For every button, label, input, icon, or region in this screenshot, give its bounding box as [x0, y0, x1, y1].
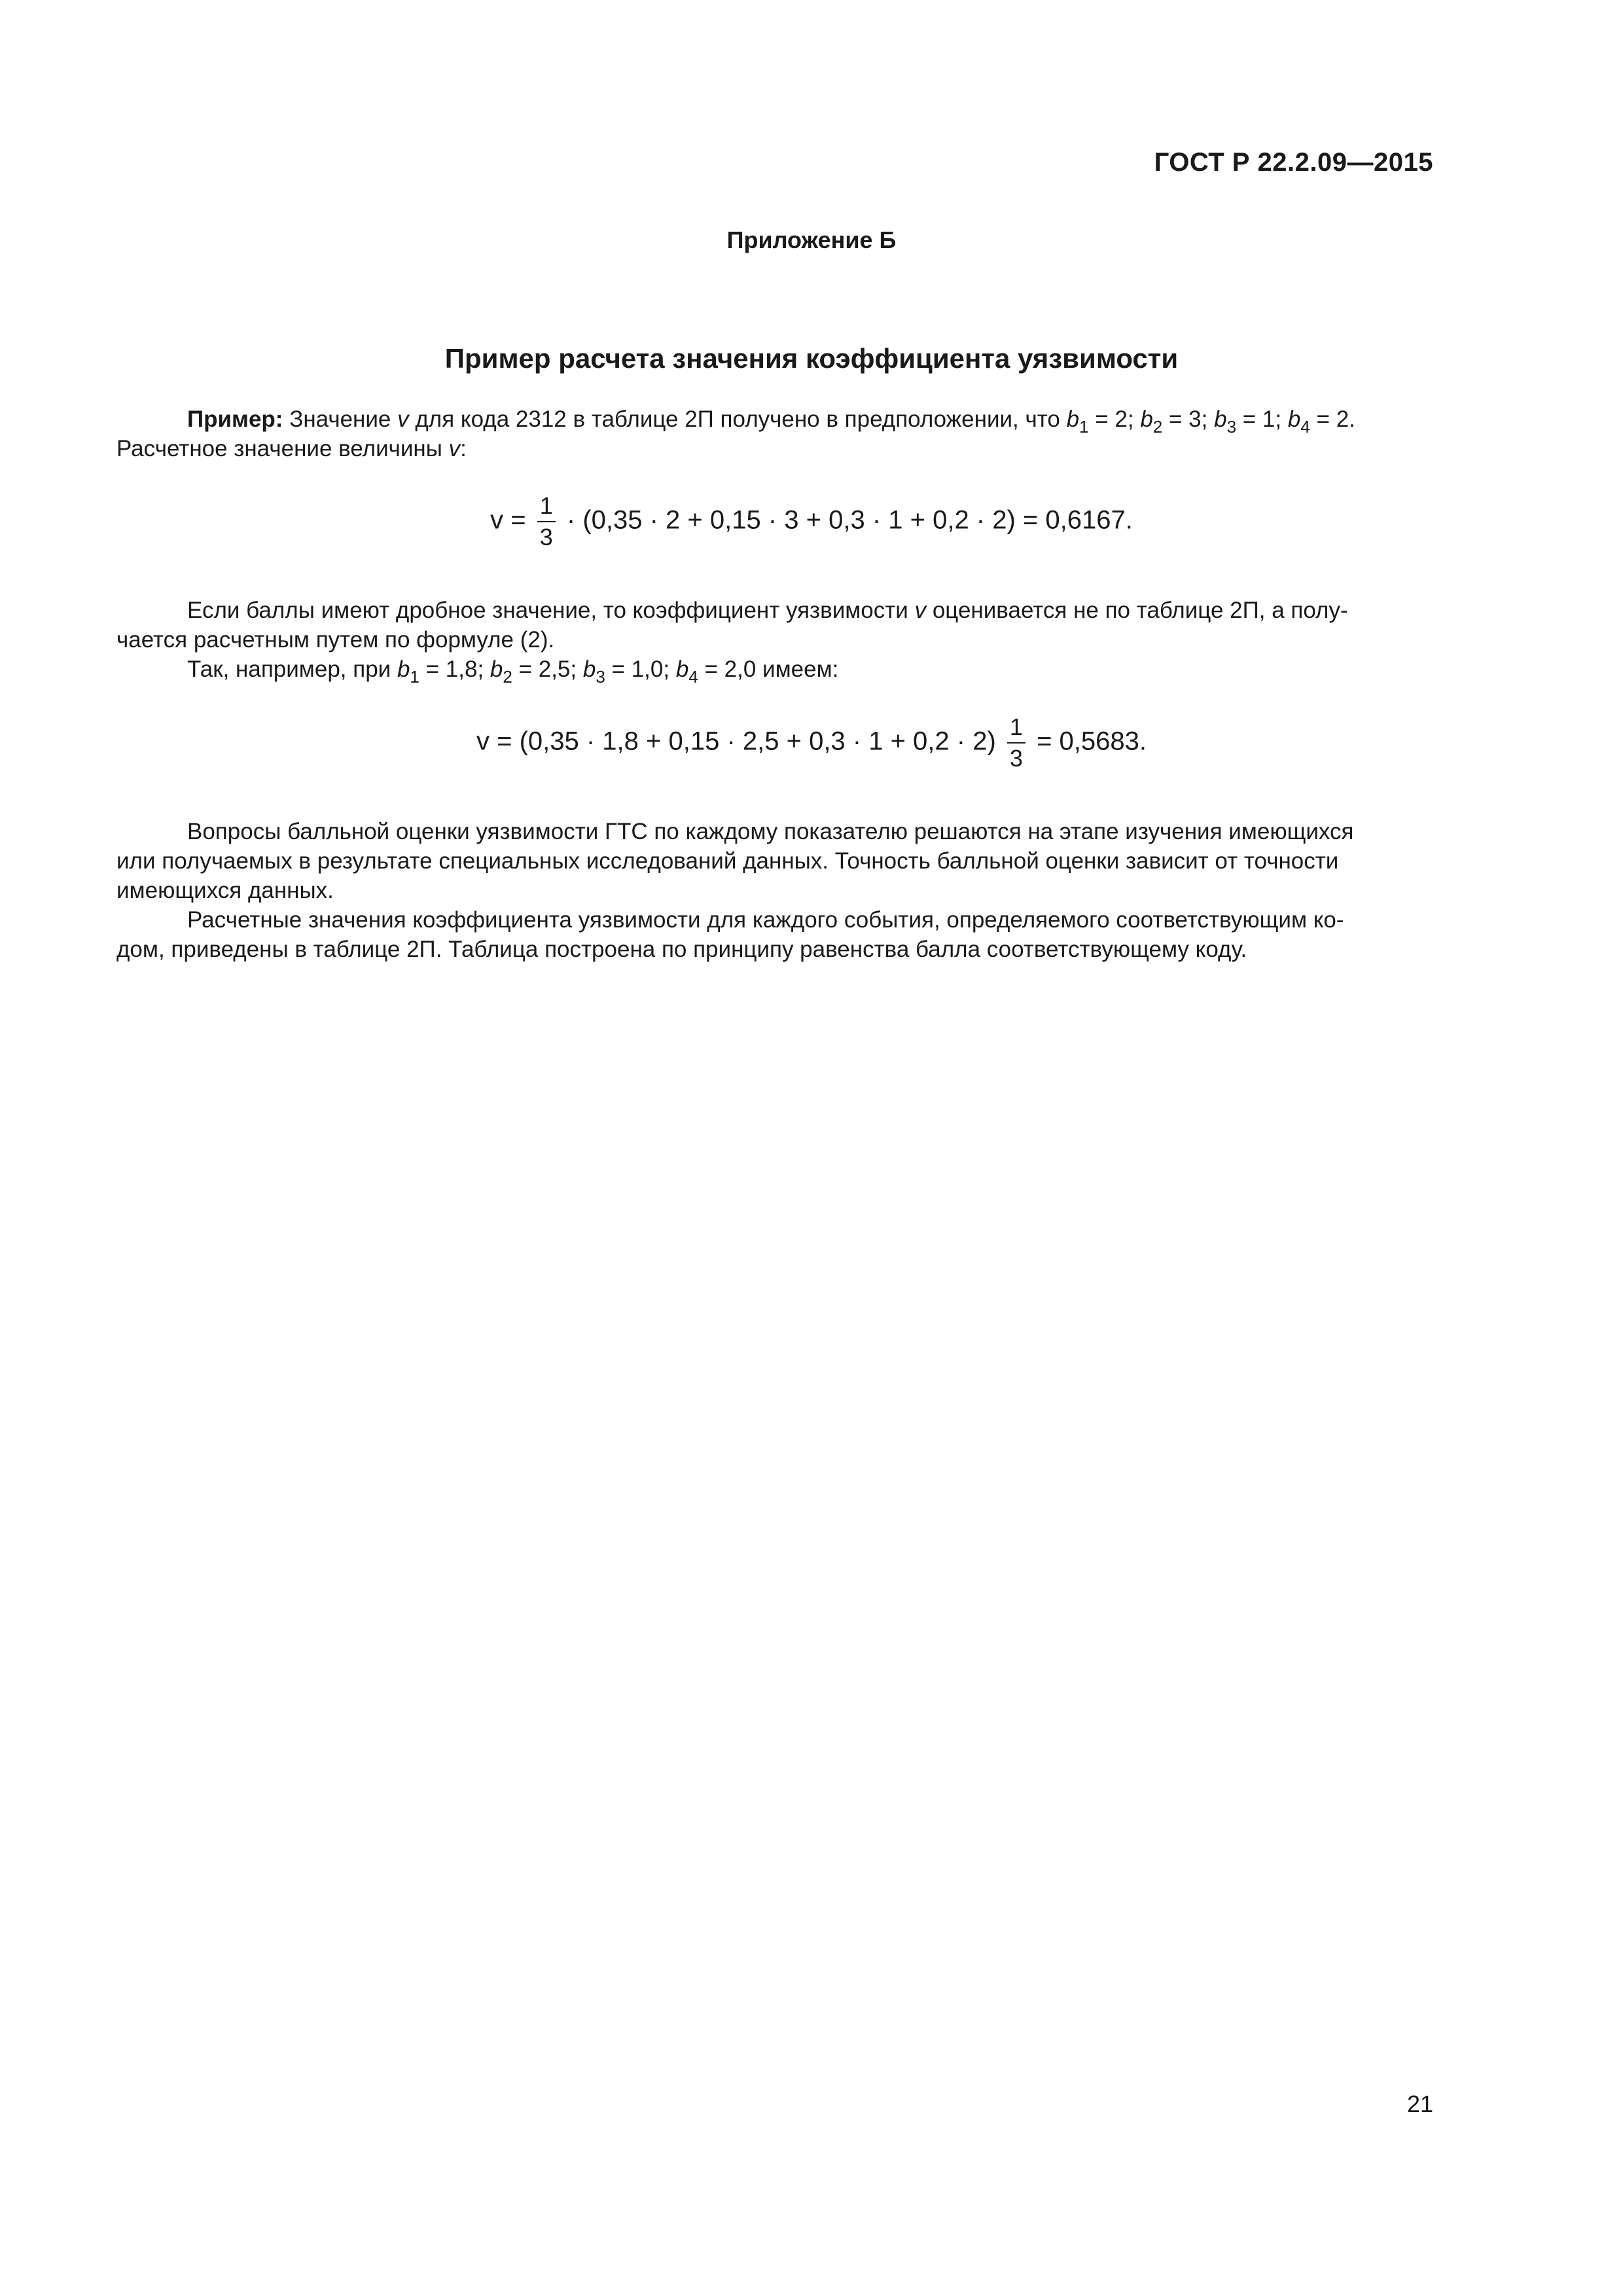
values-paragraph: Расчетные значения коэффициента уязвимости для каждого события, определяемого соответствующим ко- [187, 907, 1344, 933]
questions-paragraph: Вопросы балльной оценки уязвимости ГТС по каждому показателю решаются на этапе изучения имеющихся или получаемых в результате специальных исследований данных. Точность балльной оценки зависит от точности имеющихся данных. Расчетные значения коэффициента уязвимости для каждого события, определяемого соответствующим ко- дом, приведены в таблице 2П. Таблица построена по принципу равенства балла соответствующему коду. [116, 817, 1440, 964]
formula-2-rhs: = 0,5683. [1037, 726, 1147, 756]
example-paragraph [116, 404, 1440, 463]
formula-2-fraction: $\frac{1}{3}$ [1007, 712, 1026, 774]
so-line: Так, например, при $b_1 = 1,8$; $b_2 = 2,5$; $b_3 = 1,0$; $b_4 = 2,0$ имеем: [187, 656, 839, 687]
document-code-header: ГОСТ Р 22.2.09—2015 [1154, 148, 1433, 177]
formula-1-fraction: $\frac{1}{3}$ [537, 491, 556, 552]
example-line-1: Пример: Значение v для кода 2312 в таблице 2П получено в предположении, что $b_1 = 2$; $b_2 = 3$; $b_3 = 1$; $b_4 = 2$. [187, 406, 1355, 437]
example-line-2: Расчетное значение величины v: [116, 436, 467, 461]
example-lead: Пример: [187, 406, 283, 432]
formula-1-lhs: v = [490, 505, 526, 535]
formula-1 [0, 491, 1623, 552]
appendix-label: Приложение Б [726, 226, 897, 253]
formula-2 [0, 712, 1623, 774]
formula-1-rhs: · (0,35 · 2 + 0,15 · 3 + 0,3 · 1 + 0,2 · 2) = 0,6167. [566, 505, 1133, 535]
page-number: 21 [1406, 2090, 1433, 2117]
section-title: Пример расчета значения коэффициента уязвимости [444, 343, 1179, 374]
fraction-paragraph: Если баллы имеют дробное значение, то коэффициент уязвимости v оценивается не по таблице 2П, а полу- чается расчетным путем по формуле (2). Так, например, при $b_1 = 1,8$; $b_2 = 2,5$; $b_3 = 1,0$; $b_4 = 2,0$ имеем: [116, 596, 1440, 684]
formula-2-lhs: v = (0,35 · 1,8 + 0,15 · 2,5 + 0,3 · 1 + 0,2 · 2) [476, 726, 996, 756]
